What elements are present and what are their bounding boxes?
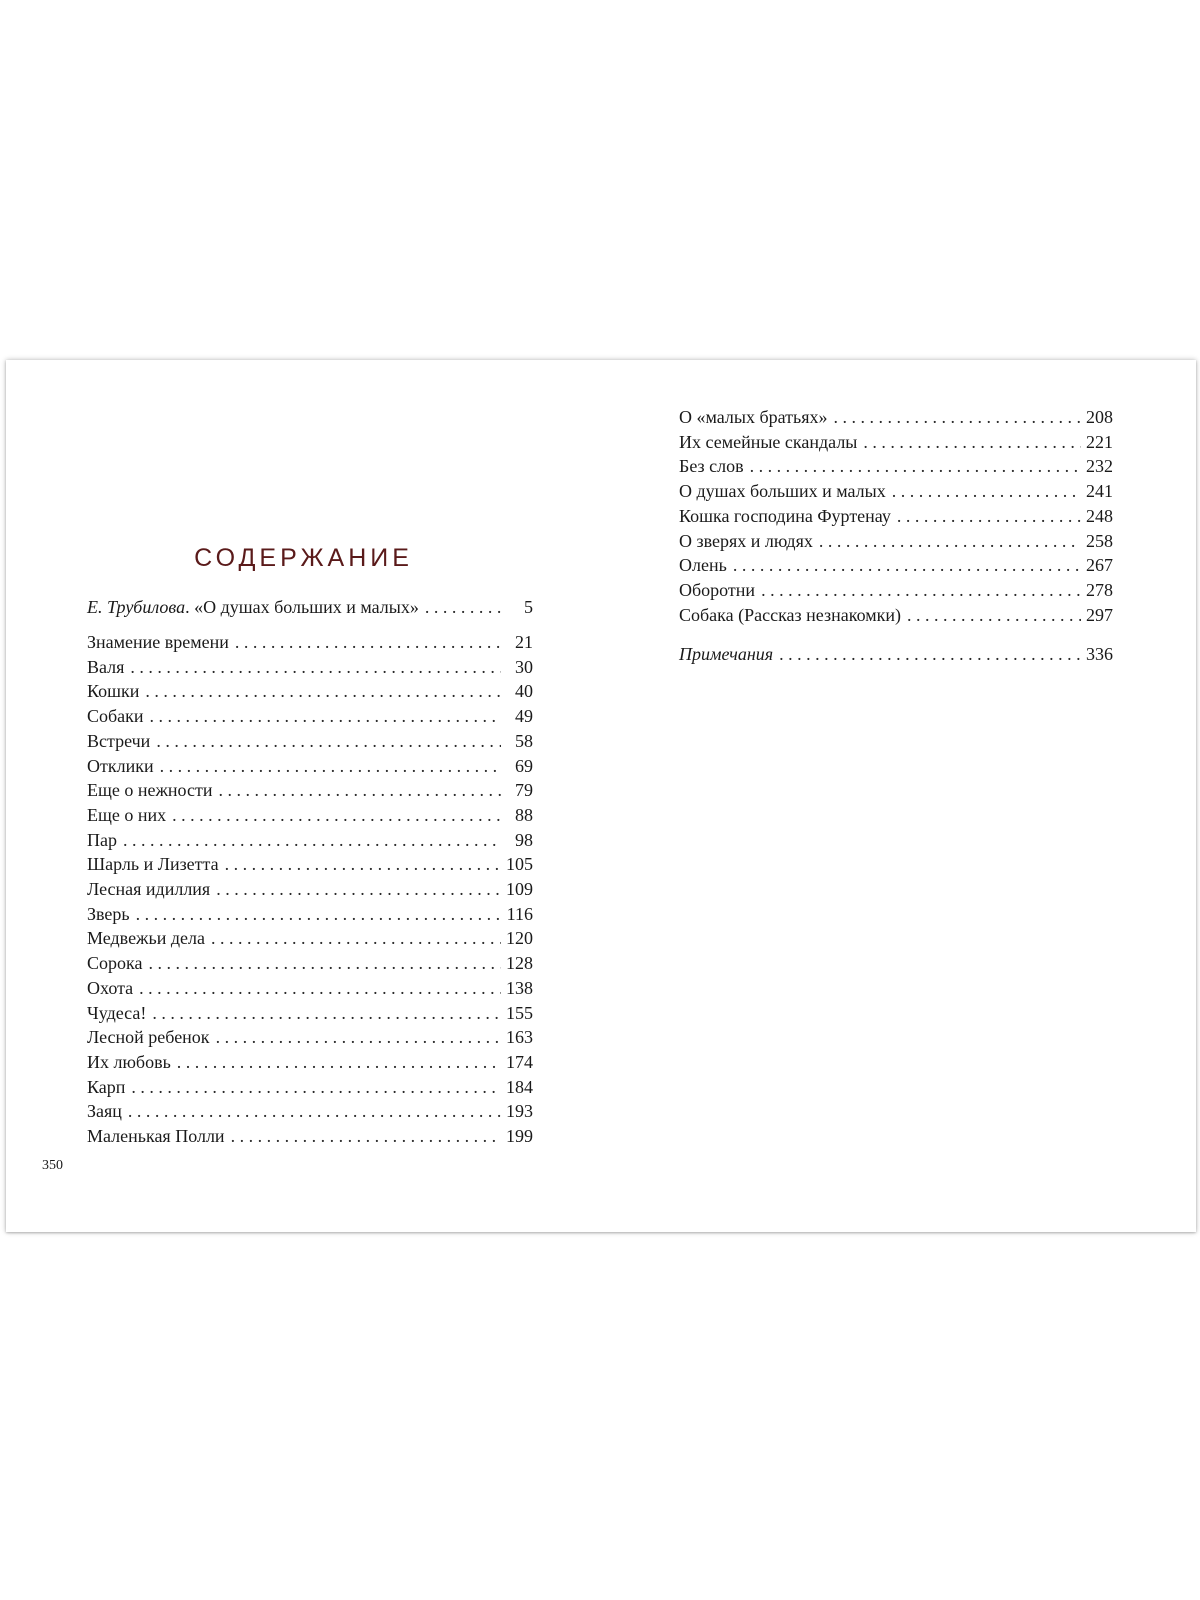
toc-leader-dots [218,778,501,802]
toc-entry-title: Встречи [87,730,151,751]
right-page [601,360,1196,1232]
toc-leader-dots [128,1099,501,1123]
toc-page-number: 5 [524,597,533,617]
toc-leader-dots [863,430,1081,454]
toc-page-number: 58 [515,730,533,751]
toc-entry [87,828,533,852]
toc-entry [87,852,533,876]
toc-entry [87,951,533,975]
book-spread [6,360,1196,1232]
toc-page-number: 21 [515,632,533,652]
toc-notes-label: Примечания [679,644,774,664]
toc-leader-dots [139,976,501,1000]
toc-entry-title: Медвежьи дела [87,928,205,949]
toc-entry-title: Заяц [87,1101,122,1122]
toc-entry-title: О душах больших и малых [679,481,886,502]
toc-entry-title: Чудеса! [87,1002,147,1023]
toc-leader-dots [156,729,501,753]
toc-entry [679,529,1113,553]
toc-entry-title: Оборотни [679,579,756,600]
toc-page-number: 40 [515,681,533,702]
toc-page-number: 88 [515,804,533,825]
toc-entry [87,1001,533,1025]
toc-entry-title: Валя [87,656,125,677]
toc-entry-title: Сорока [87,953,143,974]
toc-intro-title: . «О душах больших и малых» [185,597,419,617]
toc-entry-title: Зверь [87,903,130,924]
toc-leader-dots [123,828,501,852]
toc-leader-dots [834,405,1081,429]
toc-leader-dots [136,902,501,926]
toc-entry [679,454,1113,478]
page-title: СОДЕРЖАНИЕ [194,544,413,572]
toc-entry-title: О зверях и людях [679,530,813,551]
toc-entry-title: О «малых братьях» [679,407,828,427]
toc-page-number: 258 [1086,530,1113,551]
toc-entry [87,1025,533,1049]
toc-leader-dots [148,951,501,975]
toc-page-number: 278 [1086,579,1113,600]
toc-page-number: 336 [1086,644,1113,664]
toc-entry [679,479,1113,503]
toc-page-number: 193 [506,1101,533,1122]
toc-page-number: 297 [1086,604,1113,625]
toc-entry [87,877,533,901]
toc-leader-dots [761,578,1081,602]
toc-page-number: 128 [506,953,533,974]
toc-leader-dots [216,877,501,901]
toc-entry [679,430,1113,454]
toc-entry-title: Знамение времени [87,632,229,652]
toc-entry [87,1050,533,1074]
toc-entry [679,504,1113,528]
toc-entry-title: Еще о них [87,804,167,825]
toc-page-number: 174 [506,1051,533,1072]
toc-page-number: 199 [506,1126,533,1146]
toc-leader-dots [131,1075,501,1099]
toc-entry [87,803,533,827]
toc-intro-entry [87,595,533,619]
toc-entry [87,704,533,728]
toc-leader-dots [819,529,1081,553]
toc-leader-dots [172,803,501,827]
toc-entry-title: Их семейные скандалы [679,431,858,452]
toc-page-number: 69 [515,755,533,776]
toc-page-number: 49 [515,706,533,727]
toc-leader-dots [160,754,501,778]
toc-entry [679,603,1113,627]
toc-entry-title: Кошки [87,681,140,702]
toc-page-number: 120 [506,928,533,949]
toc-leader-dots [425,595,501,619]
toc-leader-dots [216,1025,501,1049]
toc-entry-title: Без слов [679,456,744,477]
toc-page-number: 241 [1086,481,1113,502]
toc-page-number: 30 [515,656,533,677]
toc-entry-title: Собаки [87,706,144,727]
toc-entry [87,655,533,679]
toc-page-number: 155 [506,1002,533,1023]
toc-entry-title: Собака (Рассказ незнакомки) [679,604,901,625]
toc-entry-title: Их любовь [87,1051,171,1072]
toc-entry [87,926,533,950]
toc-entry-title: Олень [679,555,727,576]
toc-entry [87,976,533,1000]
toc-page-number: 267 [1086,555,1113,576]
toc-entry [87,754,533,778]
toc-entry-title: Лесной ребенок [87,1027,210,1048]
toc-page-number: 98 [515,829,533,850]
toc-page-number: 116 [506,903,533,924]
toc-entry [87,778,533,802]
toc-leader-dots [892,479,1081,503]
toc-page-number: 208 [1086,407,1113,427]
toc-entry-title: Шарль и Лизетта [87,854,219,875]
toc-page-number: 184 [506,1076,533,1097]
left-page [6,360,601,1232]
toc-entry [87,1099,533,1123]
toc-leader-dots [150,704,501,728]
toc-page-number: 232 [1086,456,1113,477]
toc-leader-dots [779,642,1081,666]
toc-page-number: 221 [1086,431,1113,452]
toc-leader-dots [145,679,501,703]
toc-leader-dots [130,655,501,679]
toc-page-number: 79 [515,780,533,801]
page-number: 350 [42,1158,63,1173]
toc-entry [87,902,533,926]
toc-leader-dots [750,454,1081,478]
toc-entry [679,405,1113,429]
toc-leader-dots [733,553,1081,577]
toc-entry-title: Маленькая Полли [87,1126,225,1146]
toc-entry-title: Пар [87,829,117,850]
toc-entry [679,578,1113,602]
toc-entry-title: Карп [87,1076,126,1097]
toc-entry [87,679,533,703]
toc-leader-dots [225,852,501,876]
toc-page-number: 248 [1086,505,1113,526]
toc-intro-author: Е. Трубилова [87,597,186,617]
toc-leader-dots [907,603,1081,627]
toc-entry [87,1124,533,1148]
toc-leader-dots [897,504,1081,528]
toc-entry-title: Охота [87,977,134,998]
toc-leader-dots [231,1124,501,1148]
toc-page-number: 163 [506,1027,533,1048]
toc-entry-title: Еще о нежности [87,780,213,801]
toc-entry [87,630,533,654]
toc-entry [87,729,533,753]
toc-leader-dots [235,630,501,654]
toc-entry [679,553,1113,577]
toc-leader-dots [152,1001,501,1025]
toc-page-number: 138 [506,977,533,998]
toc-entry [87,1075,533,1099]
toc-leader-dots [211,926,501,950]
toc-intro-label [87,595,419,619]
toc-entry-title: Отклики [87,755,154,776]
toc-page-number: 105 [506,854,533,875]
toc-entry-title: Кошка господина Фуртенау [679,505,891,526]
toc-notes-entry [679,642,1113,666]
toc-leader-dots [177,1050,501,1074]
toc-entry-title: Лесная идиллия [87,879,211,899]
toc-page-number: 109 [506,879,533,899]
